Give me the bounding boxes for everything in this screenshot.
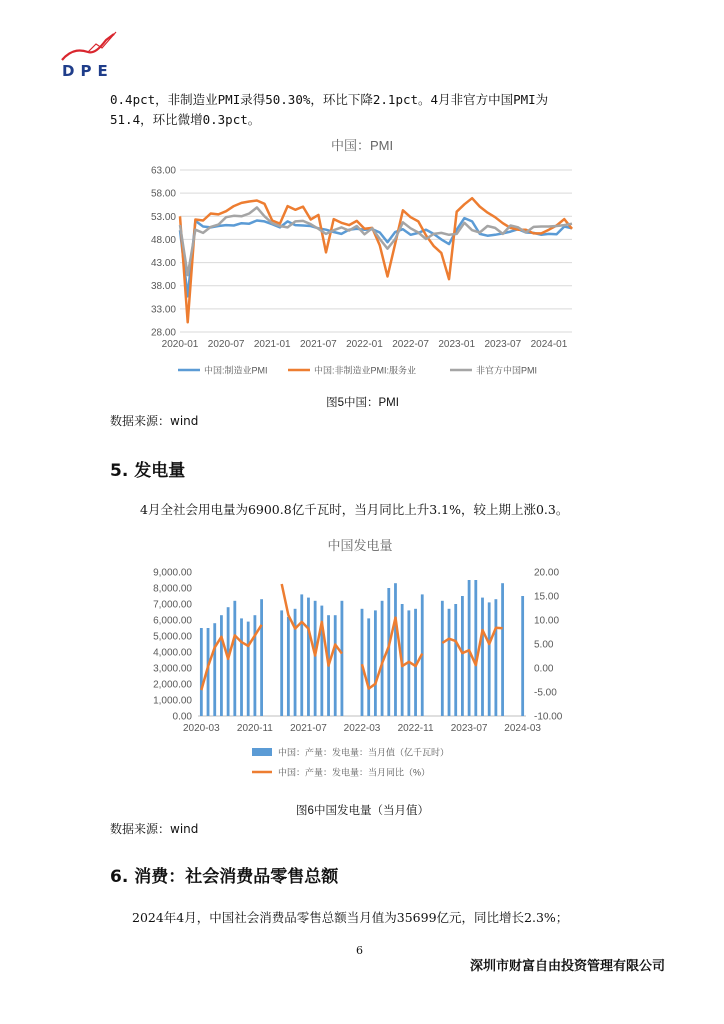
bar bbox=[300, 594, 303, 716]
y-tick-label: 53.00 bbox=[150, 211, 176, 223]
y-right-tick-label: -5.00 bbox=[534, 687, 557, 699]
bar bbox=[260, 599, 263, 716]
bar bbox=[441, 601, 444, 716]
bar bbox=[361, 609, 364, 716]
y-left-tick-label: 1,000.00 bbox=[153, 695, 192, 707]
legend-label: 中国:非制造业PMI:服务业 bbox=[314, 365, 417, 376]
legend-label: 中国:制造业PMI bbox=[204, 365, 268, 376]
y-left-tick-label: 5,000.00 bbox=[153, 631, 192, 643]
bar bbox=[227, 607, 230, 716]
y-tick-label: 33.00 bbox=[150, 304, 176, 316]
chart-title: 中国发电量 bbox=[327, 538, 393, 553]
y-left-tick-label: 4,000.00 bbox=[153, 647, 192, 659]
x-tick-label: 2023-07 bbox=[450, 723, 488, 734]
x-tick-label: 2020-07 bbox=[207, 339, 245, 350]
x-tick-label: 2022-01 bbox=[346, 339, 383, 350]
bar bbox=[374, 610, 377, 716]
y-right-tick-label: 0.00 bbox=[534, 663, 554, 675]
x-tick-label: 2020-03 bbox=[182, 723, 220, 734]
y-right-tick-label: 5.00 bbox=[534, 639, 554, 651]
legend-label: 非官方中国PMI bbox=[476, 365, 538, 376]
bar bbox=[213, 623, 216, 716]
y-tick-label: 58.00 bbox=[150, 188, 176, 200]
bar bbox=[494, 599, 497, 716]
power-generation-chart bbox=[110, 530, 615, 785]
figure5-source: 数据来源：wind bbox=[110, 414, 199, 428]
bar bbox=[501, 583, 504, 716]
bar bbox=[521, 596, 524, 716]
x-tick-label: 2023-07 bbox=[484, 339, 522, 350]
section5-text: 4月全社会用电量为6900.8亿千瓦时，当月同比上升3.1%，较上期上涨0.3。 bbox=[140, 502, 569, 517]
bar bbox=[454, 604, 457, 716]
y-right-tick-label: 10.00 bbox=[534, 615, 560, 627]
legend-label: 中国：产量：发电量：当月值（亿千瓦时） bbox=[278, 747, 450, 758]
company-logo bbox=[60, 30, 130, 86]
pmi-chart bbox=[110, 130, 615, 390]
bar bbox=[314, 601, 317, 716]
x-tick-label: 2020-01 bbox=[161, 339, 199, 350]
y-right-tick-label: 15.00 bbox=[534, 591, 560, 603]
bar bbox=[247, 622, 250, 716]
y-left-tick-label: 0.00 bbox=[172, 711, 192, 723]
x-tick-label: 2022-07 bbox=[392, 339, 429, 350]
y-tick-label: 38.00 bbox=[150, 281, 176, 293]
bar bbox=[334, 615, 337, 716]
x-tick-label: 2020-11 bbox=[236, 723, 273, 734]
x-tick-label: 2024-03 bbox=[504, 723, 542, 734]
page-number: 6 bbox=[356, 944, 363, 957]
footer-company-name: 深圳市财富自由投资管理有限公司 bbox=[470, 959, 666, 974]
y-tick-label: 48.00 bbox=[150, 234, 176, 246]
bar bbox=[233, 601, 236, 716]
logo-swoosh-icon bbox=[60, 30, 130, 64]
figure5-caption: 图5中国：PMI bbox=[326, 397, 399, 409]
intro-line-2: 51.4，环比微增0.3pct。 bbox=[110, 112, 261, 127]
yoy-line bbox=[442, 628, 502, 665]
figure6-source: 数据来源：wind bbox=[110, 822, 199, 836]
bar bbox=[220, 615, 223, 716]
bar bbox=[280, 610, 283, 716]
chart-title: 中国：PMI bbox=[330, 138, 394, 153]
figure6-caption: 图6中国发电量（当月值） bbox=[296, 805, 429, 817]
bar bbox=[287, 617, 290, 716]
y-left-tick-label: 7,000.00 bbox=[153, 599, 192, 611]
bar bbox=[367, 618, 370, 716]
x-tick-label: 2023-01 bbox=[438, 339, 476, 350]
x-tick-label: 2022-03 bbox=[343, 723, 381, 734]
bar bbox=[253, 615, 256, 716]
legend-swatch-bar bbox=[252, 748, 272, 756]
x-tick-label: 2022-11 bbox=[397, 723, 434, 734]
y-tick-label: 28.00 bbox=[150, 327, 176, 339]
y-tick-label: 43.00 bbox=[150, 258, 176, 270]
x-tick-label: 2021-07 bbox=[300, 339, 337, 350]
bar bbox=[474, 580, 477, 716]
x-tick-label: 2024-01 bbox=[530, 339, 568, 350]
bar bbox=[240, 618, 243, 716]
bar bbox=[394, 583, 397, 716]
y-left-tick-label: 2,000.00 bbox=[153, 679, 192, 691]
y-left-tick-label: 9,000.00 bbox=[153, 567, 192, 579]
legend-label: 中国：产量：发电量：当月同比（%） bbox=[278, 767, 431, 778]
section6-text: 2024年4月，中国社会消费品零售总额当月值为35699亿元，同比增长2.3%； bbox=[132, 910, 569, 925]
bar bbox=[468, 580, 471, 716]
bar bbox=[461, 596, 464, 716]
y-left-tick-label: 8,000.00 bbox=[153, 583, 192, 595]
intro-line-1: 0.4pct，非制造业PMI录得50.30%，环比下降2.1pct。4月非官方中国PMI为 bbox=[110, 92, 549, 107]
series-line bbox=[180, 218, 572, 296]
x-tick-label: 2021-07 bbox=[290, 723, 327, 734]
logo-text: DPE bbox=[62, 62, 114, 80]
y-right-tick-label: 20.00 bbox=[534, 567, 560, 579]
y-tick-label: 63.00 bbox=[150, 165, 176, 177]
bar bbox=[200, 628, 203, 716]
yoy-line bbox=[362, 618, 422, 689]
y-left-tick-label: 6,000.00 bbox=[153, 615, 192, 627]
bar bbox=[481, 598, 484, 716]
y-right-tick-label: -10.00 bbox=[534, 711, 563, 723]
section6-heading: 6. 消费：社会消费品零售总额 bbox=[110, 867, 339, 887]
bar bbox=[488, 602, 491, 716]
bar bbox=[448, 609, 451, 716]
y-left-tick-label: 3,000.00 bbox=[153, 663, 192, 675]
bar bbox=[341, 601, 344, 716]
yoy-line bbox=[282, 584, 342, 666]
yoy-line bbox=[201, 625, 261, 690]
x-tick-label: 2021-01 bbox=[253, 339, 291, 350]
section5-heading: 5. 发电量 bbox=[110, 461, 186, 481]
bar bbox=[307, 598, 310, 716]
series-line bbox=[180, 208, 572, 276]
